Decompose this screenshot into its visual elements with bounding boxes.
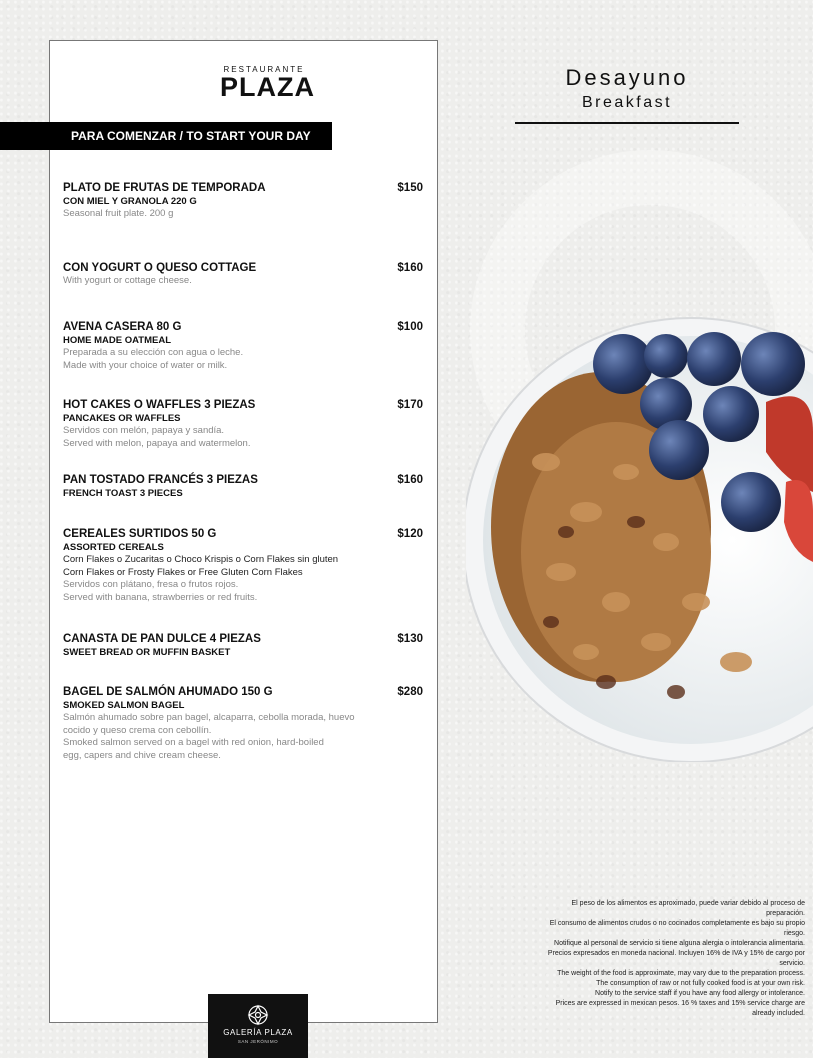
menu-item-title: AVENA CASERA 80 G [63, 321, 182, 333]
menu-item-subtitle: ASSORTED CEREALS [63, 542, 164, 553]
disclaimer-line: servicio. [779, 960, 805, 967]
menu-item-price: $150 [397, 182, 423, 194]
menu-item [63, 473, 425, 500]
menu-item-title: PAN TOSTADO FRANCÉS 3 PIEZAS [63, 474, 258, 486]
menu-item-description: With yogurt or cottage cheese. [63, 274, 192, 286]
menu-item [63, 632, 425, 659]
menu-item-description: Served with melon, papaya and watermelon. [63, 437, 251, 449]
menu-item-price: $130 [397, 633, 423, 645]
menu-item-price: $160 [397, 474, 423, 486]
menu-item-description: Smoked salmon served on a bagel with red onion, hard-boiled [63, 737, 324, 748]
ornament-icon [247, 1004, 269, 1026]
menu-item-title: CANASTA DE PAN DULCE 4 PIEZAS [63, 633, 261, 645]
menu-item-title: PLATO DE FRUTAS DE TEMPORADA [63, 182, 266, 194]
restaurant-logo [220, 65, 315, 102]
page-title-es: Desayuno [565, 65, 689, 90]
disclaimer-line: Notify to the service staff if you have any food allergy or intolerance. [595, 990, 805, 997]
menu-item-title: CEREALES SURTIDOS 50 G [63, 528, 217, 540]
disclaimer-line: The consumption of raw or not fully cooked food is at your own risk. [596, 980, 805, 987]
disclaimer-line: The weight of the food is approximate, may vary due to the preparation process. [557, 970, 805, 977]
disclaimer-line: riesgo. [783, 930, 805, 937]
menu-item-subtitle: SWEET BREAD OR MUFFIN BASKET [63, 647, 231, 658]
disclaimer-line: Notifique al personal de servicio si tiene alguna alergia o intolerancia alimentaria. [554, 940, 805, 947]
menu-item-subtitle: CON MIEL Y GRANOLA 220 G [63, 196, 197, 207]
menu-item-price: $120 [397, 528, 423, 540]
menu-item-options: Corn Flakes or Frosty Flakes or Free Gluten Corn Flakes [63, 566, 303, 578]
menu-item-price: $100 [397, 321, 423, 333]
logo-name: PLAZA [220, 72, 315, 102]
logo-small-text: RESTAURANTE [223, 65, 305, 74]
section-banner: PARA COMENZAR / TO START YOUR DAY [0, 122, 332, 150]
menu-item-options: Corn Flakes o Zucaritas o Choco Krispis o Corn Flakes sin gluten [63, 554, 339, 565]
menu-item [63, 320, 425, 372]
gallery-sub: SAN JERÓNIMO [237, 1039, 279, 1044]
disclaimer-line: El peso de los alimentos es aproximado, puede variar debido al proceso de [571, 900, 805, 907]
disclaimer-text [465, 899, 805, 1019]
menu-item-subtitle: FRENCH TOAST 3 PIECES [63, 488, 183, 499]
menu-item [63, 181, 425, 221]
menu-item [63, 685, 425, 762]
gallery-plaza-logo [208, 994, 308, 1058]
menu-items-list [63, 181, 425, 762]
menu-item-price: $170 [397, 399, 423, 411]
menu-item-description: Salmón ahumado sobre pan bagel, alcaparra, cebolla morada, huevo [63, 712, 355, 723]
gallery-name: GALERÍA PLAZA [223, 1028, 293, 1037]
menu-item-price: $160 [397, 261, 423, 274]
menu-item-description: Preparada a su elección con agua o leche. [63, 347, 244, 358]
menu-item [63, 261, 425, 288]
menu-item-title: CON YOGURT O QUESO COTTAGE [63, 261, 257, 274]
menu-item [63, 398, 425, 450]
menu-item-subtitle: PANCAKES OR WAFFLES [63, 413, 181, 424]
menu-item [63, 527, 425, 604]
granola-bowl-image [466, 312, 813, 762]
menu-item-price: $280 [397, 686, 423, 698]
menu-item-description: Servidos con melón, papaya y sandía. [63, 425, 225, 436]
menu-item-title: BAGEL DE SALMÓN AHUMADO 150 G [63, 686, 273, 698]
menu-item-description: Served with banana, strawberries or red fruits. [63, 591, 258, 603]
title-divider [515, 122, 739, 124]
disclaimer-line: Precios expresados en moneda nacional. Incluyen 16% de IVA y 15% de cargo por [547, 950, 805, 957]
page-title-en: Breakfast [581, 94, 673, 111]
menu-item-description: Servidos con plátano, fresa o frutos rojos. [63, 579, 239, 590]
disclaimer-line: El consumo de alimentos crudos o no cocinados completamente es bajo su propio [549, 920, 805, 927]
menu-item-description: Made with your choice of water or milk. [63, 359, 228, 371]
menu-item-subtitle: SMOKED SALMON BAGEL [63, 700, 185, 711]
disclaimer-line: preparación. [766, 910, 805, 917]
page-title [515, 64, 739, 114]
menu-item-subtitle: HOME MADE OATMEAL [63, 335, 172, 346]
menu-item-description: Seasonal fruit plate. 200 g [63, 208, 174, 219]
disclaimer-line: already included. [752, 1010, 805, 1017]
menu-item-description: egg, capers and chive cream cheese. [63, 749, 221, 761]
disclaimer-line: Prices are expressed in mexican pesos. 16 % taxes and 15% service charge are [555, 1000, 805, 1007]
menu-item-title: HOT CAKES O WAFFLES 3 PIEZAS [63, 399, 256, 411]
menu-item-description: cocido y queso crema con cebollín. [63, 724, 212, 736]
